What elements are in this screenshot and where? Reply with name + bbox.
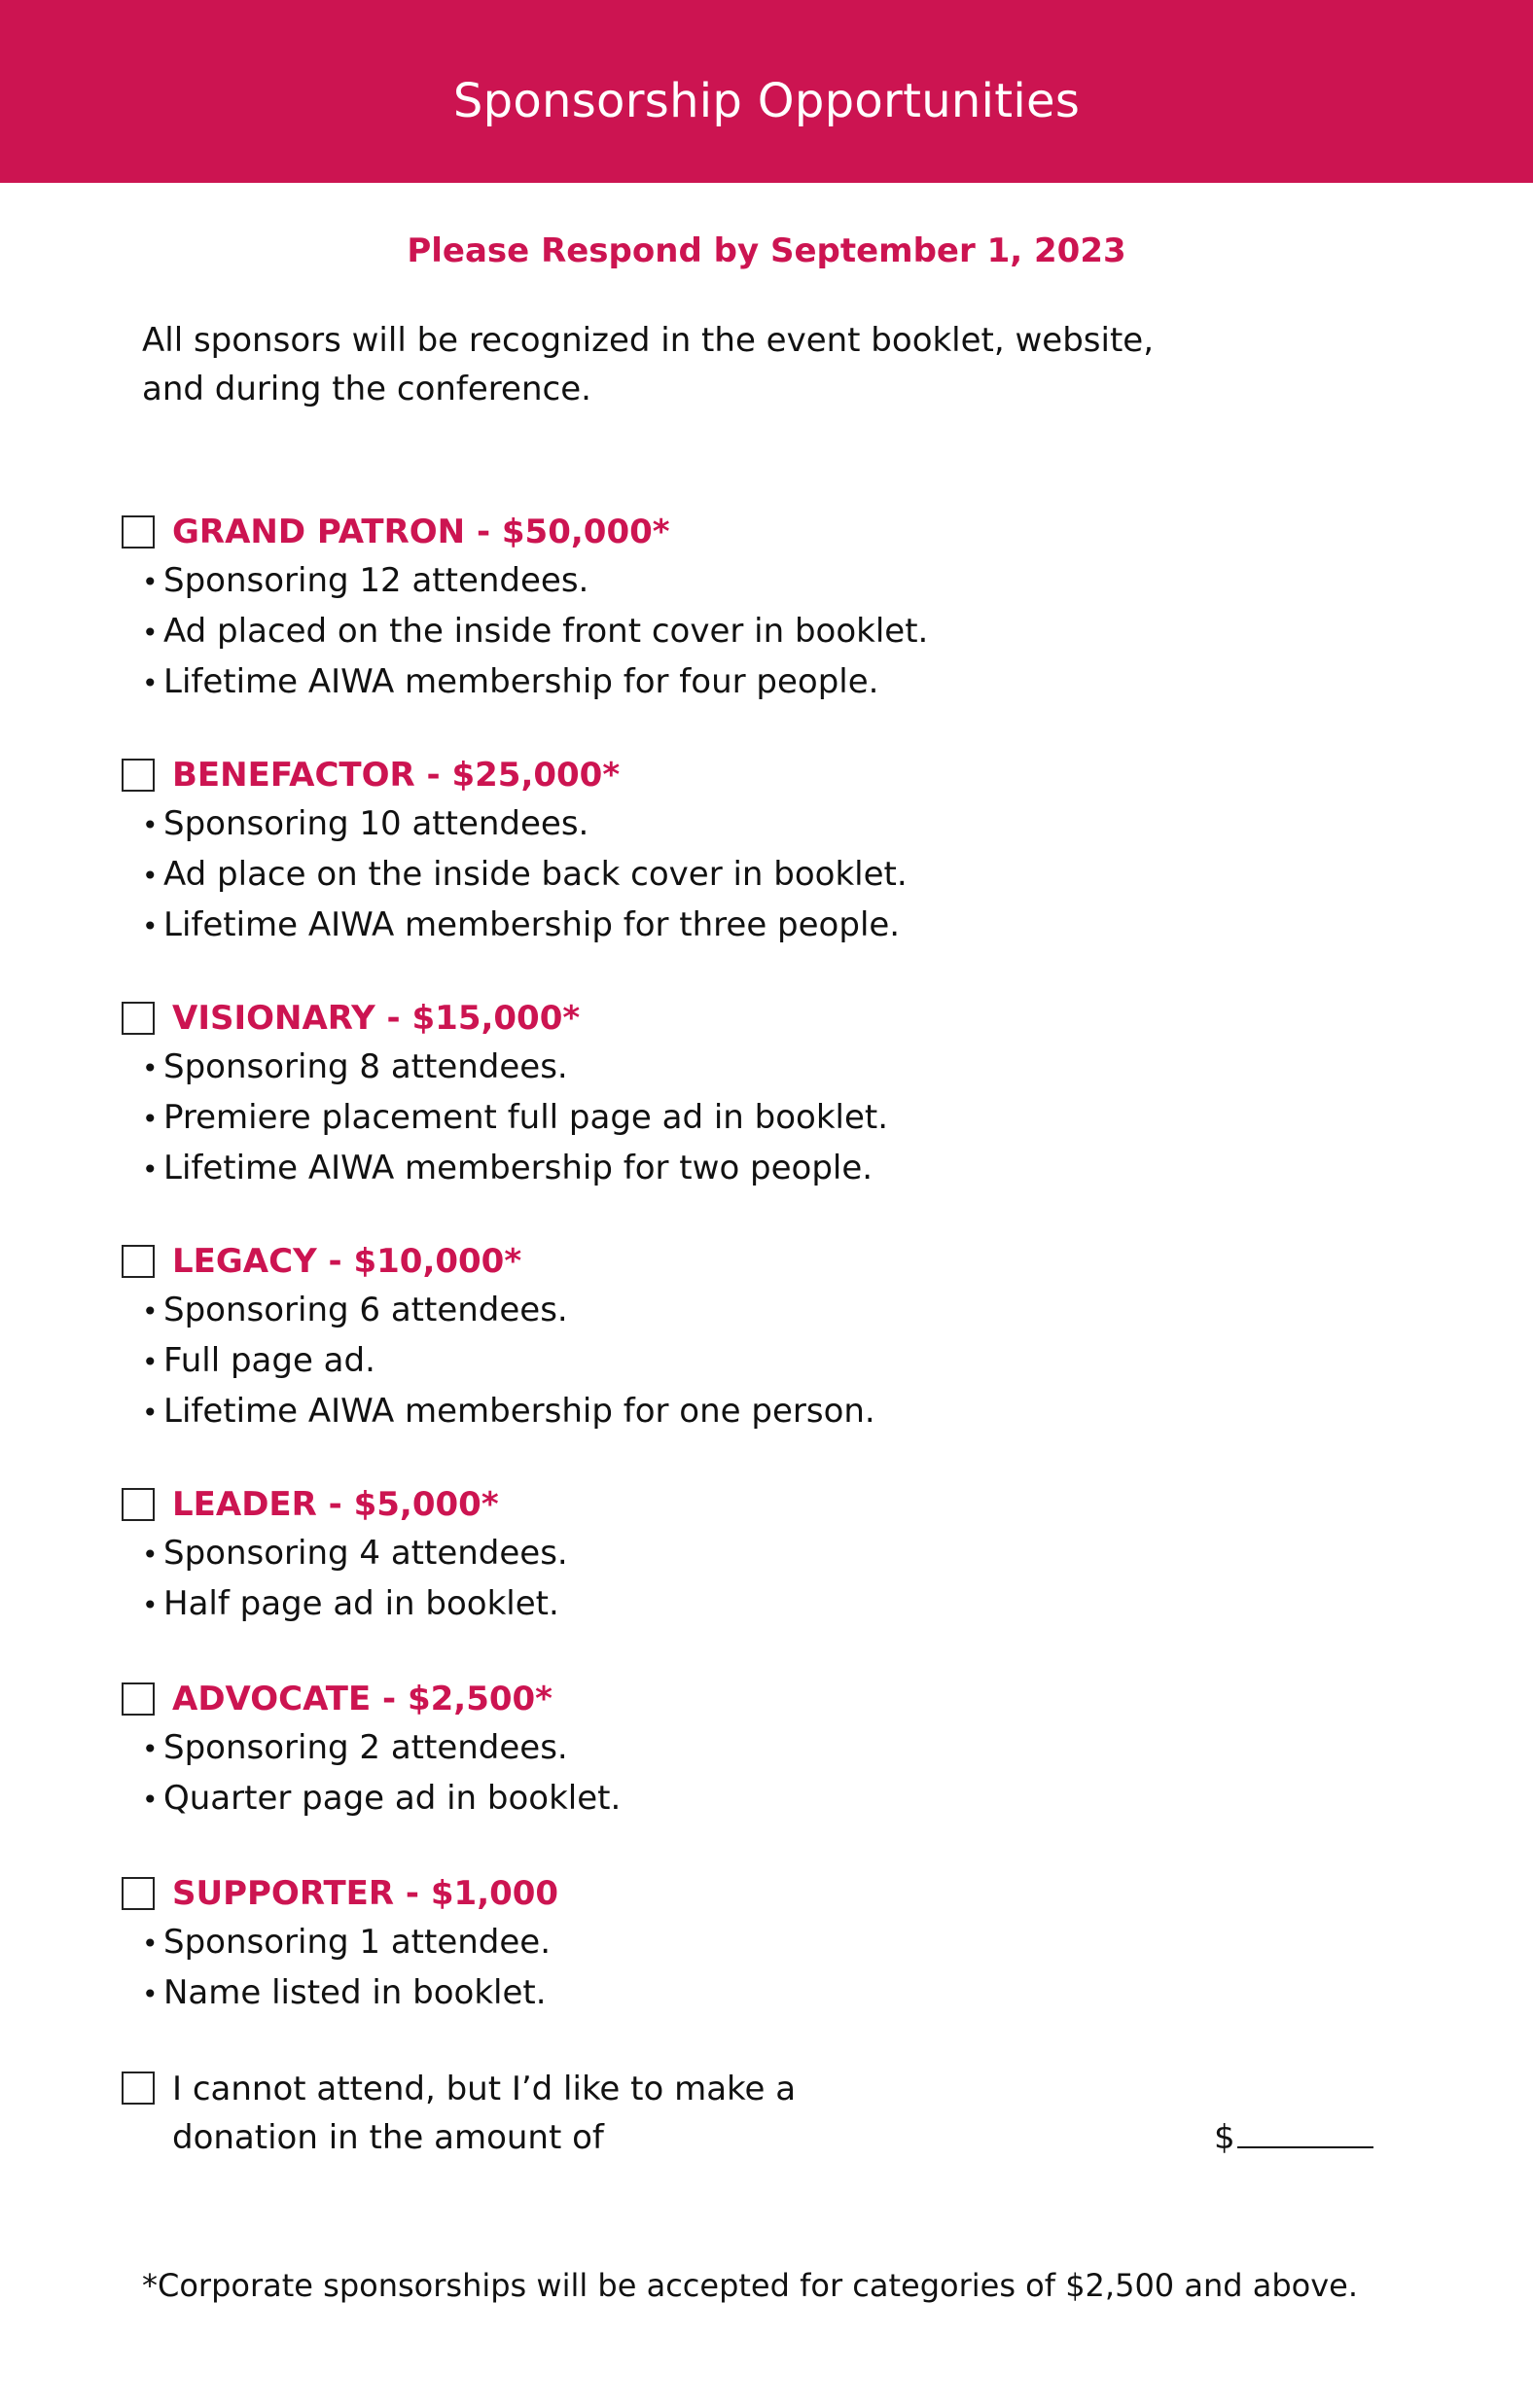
benefit-item xyxy=(142,607,928,657)
currency-symbol: $ xyxy=(1214,2118,1235,2157)
bullet: • xyxy=(142,617,159,649)
benefit-text: Premiere placement full page ad in booklet. xyxy=(163,1098,889,1137)
benefit-text: Lifetime AIWA membership for two people. xyxy=(163,1149,873,1187)
tier-title: BENEFACTOR - $25,000* xyxy=(172,756,621,795)
benefit-item xyxy=(142,1968,551,2019)
benefit-item xyxy=(142,1774,621,1824)
benefit-item xyxy=(142,901,908,951)
benefit-item xyxy=(142,1579,568,1630)
donation-line-2: donation in the amount of xyxy=(172,2118,604,2157)
benefit-text: Name listed in booklet. xyxy=(163,1973,547,2012)
intro-line-2: and during the conference. xyxy=(142,370,591,408)
intro-text xyxy=(142,316,1407,413)
tier-checkbox[interactable] xyxy=(122,515,155,549)
benefit-text: Ad place on the inside back cover in booklet. xyxy=(163,855,908,894)
benefit-list xyxy=(142,556,928,708)
benefit-item xyxy=(142,1043,888,1093)
benefit-item xyxy=(142,1336,875,1387)
benefit-text: Lifetime AIWA membership for four people. xyxy=(163,662,879,701)
respond-deadline: Please Respond by September 1, 2023 xyxy=(407,231,1126,270)
benefit-list xyxy=(142,1286,875,1437)
benefit-item xyxy=(142,1286,875,1336)
benefit-list xyxy=(142,1529,568,1630)
benefit-item xyxy=(142,1529,568,1579)
benefit-text: Sponsoring 8 attendees. xyxy=(163,1047,568,1086)
donation-amount-field[interactable] xyxy=(1214,2113,1373,2162)
benefit-item xyxy=(142,799,908,850)
benefit-list xyxy=(142,1723,621,1824)
benefit-text: Ad placed on the inside front cover in booklet. xyxy=(163,612,929,651)
tier-title: GRAND PATRON - $50,000* xyxy=(172,513,670,551)
bullet: • xyxy=(142,1153,159,1186)
bullet: • xyxy=(142,809,159,841)
bullet: • xyxy=(142,1978,159,2010)
page-title: Sponsorship Opportunities xyxy=(452,74,1081,128)
benefit-item xyxy=(142,556,928,607)
tier-checkbox[interactable] xyxy=(122,1488,155,1521)
bullet: • xyxy=(142,910,159,942)
benefit-list xyxy=(142,799,908,951)
benefit-text: Quarter page ad in booklet. xyxy=(163,1779,622,1818)
bullet: • xyxy=(142,1295,159,1328)
benefit-item xyxy=(142,1918,551,1968)
bullet: • xyxy=(142,1397,159,1429)
tier-checkbox[interactable] xyxy=(122,759,155,792)
bullet: • xyxy=(142,1784,159,1816)
bullet: • xyxy=(142,1928,159,1960)
donation-checkbox[interactable] xyxy=(122,2072,155,2105)
tier-title: SUPPORTER - $1,000 xyxy=(172,1874,559,1913)
tier-title: LEADER - $5,000* xyxy=(172,1485,499,1524)
bullet: • xyxy=(142,1733,159,1765)
benefit-item xyxy=(142,1723,621,1774)
benefit-item xyxy=(142,1387,875,1437)
benefit-item xyxy=(142,1144,888,1194)
tier-title: LEGACY - $10,000* xyxy=(172,1242,522,1281)
benefit-text: Sponsoring 6 attendees. xyxy=(163,1291,568,1329)
benefit-list xyxy=(142,1918,551,2019)
tier-title: VISIONARY - $15,000* xyxy=(172,999,581,1038)
benefit-text: Sponsoring 10 attendees. xyxy=(163,804,589,843)
tier-checkbox[interactable] xyxy=(122,1682,155,1716)
bullet: • xyxy=(142,566,159,598)
benefit-text: Lifetime AIWA membership for one person. xyxy=(163,1392,875,1431)
benefit-text: Half page ad in booklet. xyxy=(163,1584,559,1623)
bullet: • xyxy=(142,860,159,892)
benefit-text: Sponsoring 1 attendee. xyxy=(163,1923,552,1962)
tier-checkbox[interactable] xyxy=(122,1002,155,1035)
footnote: *Corporate sponsorships will be accepted for categories of $2,500 and above. xyxy=(142,2267,1358,2304)
intro-line-1: All sponsors will be recognized in the event booklet, website, xyxy=(142,321,1155,360)
donation-line-1: I cannot attend, but I’d like to make a xyxy=(172,2070,797,2108)
bullet: • xyxy=(142,1539,159,1571)
benefit-text: Sponsoring 12 attendees. xyxy=(163,561,589,600)
benefit-item xyxy=(142,1093,888,1144)
bullet: • xyxy=(142,1052,159,1084)
bullet: • xyxy=(142,1589,159,1621)
benefit-text: Sponsoring 4 attendees. xyxy=(163,1534,568,1573)
benefit-item xyxy=(142,657,928,708)
tier-checkbox[interactable] xyxy=(122,1877,155,1910)
benefit-item xyxy=(142,850,908,901)
benefit-text: Lifetime AIWA membership for three people. xyxy=(163,905,901,944)
amount-blank-line[interactable] xyxy=(1237,2113,1373,2148)
bullet: • xyxy=(142,1346,159,1378)
donation-text xyxy=(172,2065,796,2162)
bullet: • xyxy=(142,667,159,699)
benefit-text: Full page ad. xyxy=(163,1341,375,1380)
bullet: • xyxy=(142,1103,159,1135)
tier-checkbox[interactable] xyxy=(122,1245,155,1278)
benefit-list xyxy=(142,1043,888,1194)
benefit-text: Sponsoring 2 attendees. xyxy=(163,1728,568,1767)
tier-title: ADVOCATE - $2,500* xyxy=(172,1680,553,1718)
